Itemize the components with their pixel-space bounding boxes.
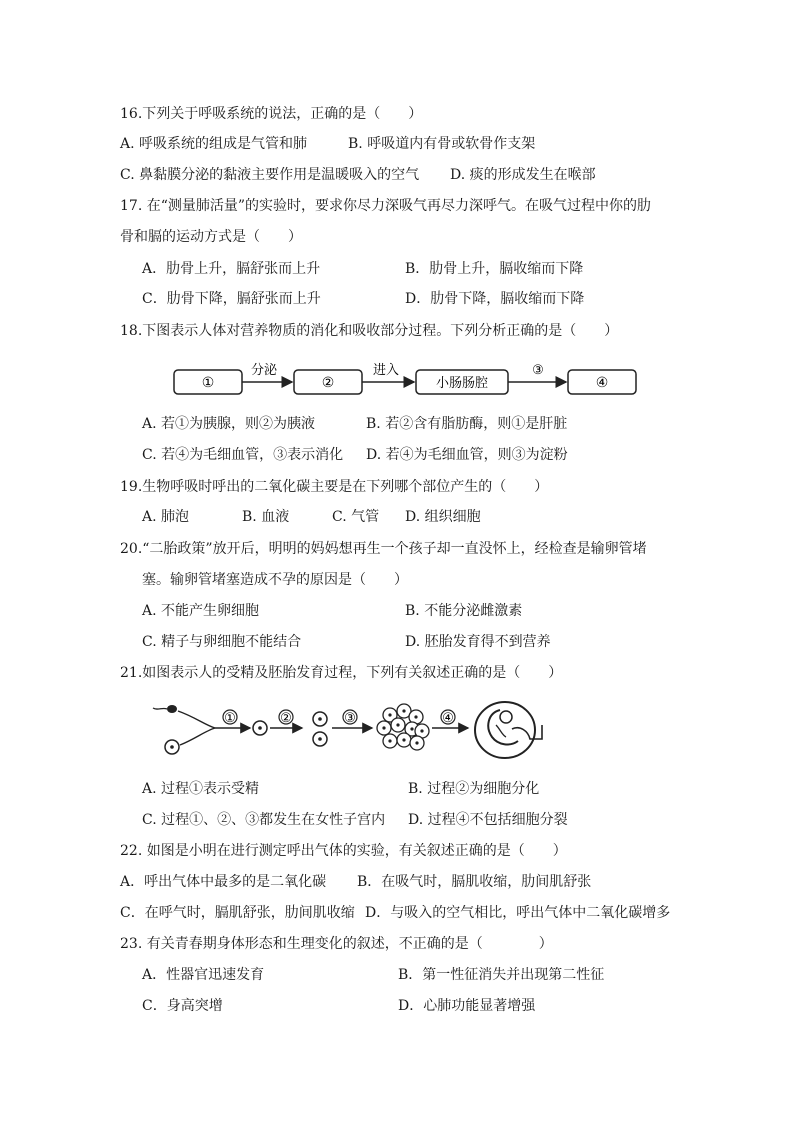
q18-option-a[interactable]: A. 若①为胰腺，则②为胰液 (142, 416, 316, 432)
q20-option-b[interactable]: B. 不能分泌雌激素 (405, 603, 523, 619)
q18-option-d[interactable]: D. 若④为毛细血管，则③为淀粉 (366, 447, 568, 463)
question-text: 如图表示人的受精及胚胎发育过程，下列有关叙述正确的是（ ） (142, 665, 563, 681)
cell-mass-icon (377, 704, 429, 750)
q22-option-a[interactable]: A．呼出气体中最多的是二氧化碳 (120, 874, 327, 890)
question-number: 23. (120, 936, 143, 952)
q21-option-b[interactable]: B. 过程②为细胞分化 (408, 781, 540, 797)
question-20-stem-line2: 塞。输卵管堵塞造成不孕的原因是（ ） (142, 572, 408, 588)
question-number: 16. (120, 106, 143, 122)
q22-option-d[interactable]: D．与吸入的空气相比，呼出气体中二氧化碳增多 (365, 905, 671, 921)
question-text: 生物呼吸时呼出的二氧化碳主要是在下列哪个部位产生的（ ） (142, 479, 549, 495)
question-text: 下图表示人体对营养物质的消化和吸收部分过程。下列分析正确的是（ ） (142, 323, 619, 339)
q17-option-d[interactable]: D．肋骨下降，膈收缩而下降 (405, 291, 585, 307)
q20-option-d[interactable]: D. 胚胎发育得不到营养 (405, 634, 551, 650)
flow-arrow-3-label: ③ (532, 363, 544, 378)
q19-option-d[interactable]: D. 组织细胞 (405, 509, 481, 525)
question-number: 22. (120, 843, 143, 859)
q17-option-c[interactable]: C．肋骨下降，膈舒张而上升 (142, 291, 321, 307)
fertilization-development-diagram (150, 695, 550, 765)
question-text: 有关青春期身体形态和生理变化的叙述，不正确的是（ ） (146, 936, 553, 952)
question-18-stem (120, 321, 618, 341)
process-label-1: ① (224, 711, 236, 726)
q16-option-c[interactable]: C. 鼻黏膜分泌的黏液主要作用是温暖吸入的空气 (120, 167, 420, 183)
question-21-stem (120, 663, 562, 683)
q19-option-a[interactable]: A. 肺泡 (142, 509, 190, 525)
question-17-stem-line2: 骨和膈的运动方式是（ ） (120, 229, 302, 245)
q19-option-c[interactable]: C. 气管 (332, 509, 380, 525)
egg-path-line (180, 728, 215, 745)
process-label-4: ④ (442, 711, 454, 726)
question-text: “二胎政策”放开后，明明的妈妈想再生一个孩子却一直没怀上，经检查是输卵管堵 (142, 541, 647, 557)
egg-nucleus (170, 745, 174, 749)
question-16-stem (120, 104, 422, 124)
question-22-stem (120, 841, 567, 861)
flow-arrow-1-label: 分泌 (250, 363, 278, 378)
process-label-2: ② (280, 711, 292, 726)
q23-option-d[interactable]: D．心肺功能显著增强 (398, 998, 536, 1014)
process-label-3: ③ (344, 711, 356, 726)
question-number: 20. (120, 541, 143, 557)
q23-option-c[interactable]: C．身高突增 (142, 998, 223, 1014)
flow-box-2-label: ② (321, 375, 335, 391)
q22-option-c[interactable]: C．在呼气时，膈肌舒张，肋间肌收缩 (120, 905, 355, 921)
q21-option-c[interactable]: C. 过程①、②、③都发生在女性子宫内 (142, 812, 386, 828)
q20-option-a[interactable]: A. 不能产生卵细胞 (142, 603, 260, 619)
q22-option-b[interactable]: B．在吸气时，膈肌收缩，肋间肌舒张 (357, 874, 592, 890)
sperm-icon (167, 705, 177, 713)
q16-option-b[interactable]: B. 呼吸道内有骨或软骨作支架 (348, 136, 536, 152)
q17-option-b[interactable]: B．肋骨上升，膈收缩而下降 (405, 261, 584, 277)
embryo-icon (475, 702, 542, 758)
q21-option-a[interactable]: A. 过程①表示受精 (142, 781, 260, 797)
q16-option-a[interactable]: A. 呼吸系统的组成是气管和肺 (120, 136, 308, 152)
flow-arrow-2-label: 进入 (372, 363, 400, 378)
sperm-tail (153, 708, 167, 709)
question-number: 21. (120, 665, 143, 681)
question-19-stem (120, 477, 548, 497)
question-text: 下列关于呼吸系统的说法，正确的是（ ） (142, 106, 423, 122)
question-number: 19. (120, 479, 143, 495)
q18-option-b[interactable]: B. 若②含有脂肪酶，则①是肝脏 (366, 416, 568, 432)
question-text: 如图是小明在进行测定呼出气体的实验，有关叙述正确的是（ ） (146, 843, 567, 859)
question-23-stem (120, 934, 553, 954)
question-20-stem (120, 539, 647, 559)
q21-option-d[interactable]: D. 过程④不包括细胞分裂 (408, 812, 568, 828)
flow-box-1-label: ① (201, 375, 215, 391)
q17-option-a[interactable]: A．肋骨上升，膈舒张而上升 (142, 261, 321, 277)
q23-option-b[interactable]: B．第一性征消失并出现第二性征 (398, 967, 605, 983)
question-17-stem (120, 196, 651, 216)
q23-option-a[interactable]: A．性器官迅速发育 (142, 967, 265, 983)
digestion-flow-diagram (168, 355, 683, 400)
question-number: 17. (120, 198, 143, 214)
q16-option-d[interactable]: D. 痰的形成发生在喉部 (450, 167, 596, 183)
question-text: 在“测量肺活量”的实验时，要求你尽力深吸气再尽力深呼气。在吸气过程中你的肋 (146, 198, 652, 214)
q18-option-c[interactable]: C. 若④为毛细血管，③表示消化 (142, 447, 344, 463)
sperm-path-line (178, 711, 215, 728)
q20-option-c[interactable]: C. 精子与卵细胞不能结合 (142, 634, 302, 650)
flow-box-3-label: 小肠肠腔 (435, 376, 489, 391)
flow-box-4-label: ④ (595, 375, 609, 391)
question-number: 18. (120, 323, 143, 339)
q19-option-b[interactable]: B. 血液 (242, 509, 290, 525)
